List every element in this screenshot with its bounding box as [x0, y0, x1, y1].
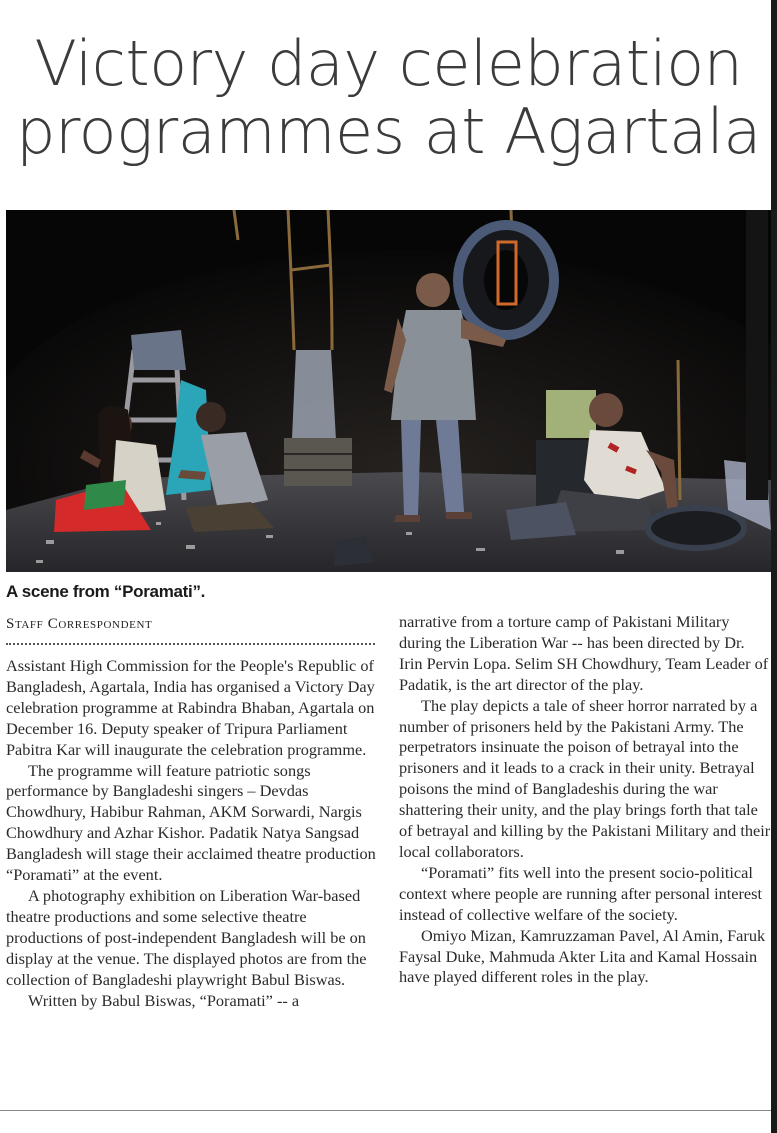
paragraph: A photography exhibition on Liberation War-based theatre productions and some selective theatre productions of post-independent Bangladesh will be on display at the venue. The displayed photos are from the collection of Bangladeshi playwright Babul Biswas. — [6, 885, 367, 989]
paragraph: The play depicts a tale of sheer horror narrated by a number of prisoners held by the Pakistani Army. The perpetrators insinuate the poison of betrayal into the prisoners and it leads to a crack in their unity. Betrayal poisons the mind of Bangladeshis during the war shattering their unity, and the play brings forth that tale of betrayal and killing by the Pakistani Military and their local collaborators. — [399, 695, 771, 861]
page-edge-bar — [771, 0, 777, 1133]
headline — [0, 27, 777, 168]
paragraph: “Poramati” fits well into the present socio-political context where people are running after personal interest instead of collective welfare of the society. — [399, 862, 763, 924]
headline-line-1: Victory day celebration — [34, 27, 743, 100]
article-column-2 — [399, 612, 771, 988]
photo-caption: A scene from “Poramati”. — [6, 582, 206, 601]
paragraph: Omiyo Mizan, Kamruzzaman Pavel, Al Amin, Faruk Faysal Duke, Mahmuda Akter Lita and Kamal Hossain have played different roles in the play. — [399, 925, 766, 987]
byline: Staff Correspondent — [6, 616, 153, 632]
paragraph: narrative from a torture camp of Pakistani Military during the Liberation War -- has been directed by Dr. Irin Pervin Lopa. Selim SH Chowdhury, Team Leader of Padatik, is the art director of the play. — [399, 612, 769, 694]
paragraph: Assistant High Commission for the People's Republic of Bangladesh, Agartala, India has organised a Victory Day celebration programme at Rabindra Bhaban, Agartala on December 16. Deputy speaker of Tripura Parliament Pabitra Kar will inaugurate the celebration programme. — [6, 656, 375, 759]
paragraph: The programme will feature patriotic songs performance by Bangladeshi singers – Devdas Chowdhury, Habibur Rahman, AKM Sorwardi, Nargis Chowdhury and Azhar Kishor. Padatik Natya Sangsad Bangladesh will stage their acclaimed theatre production “Poramati” at the event. — [6, 760, 376, 885]
paragraph: Written by Babul Biswas, “Poramati” -- a — [28, 990, 300, 1010]
byline-divider — [6, 643, 375, 645]
headline-line-2: programmes at Agartala — [16, 95, 761, 168]
article-column-1 — [6, 656, 378, 1011]
bottom-divider — [0, 1110, 771, 1111]
theatre-scene-photo — [6, 210, 771, 572]
